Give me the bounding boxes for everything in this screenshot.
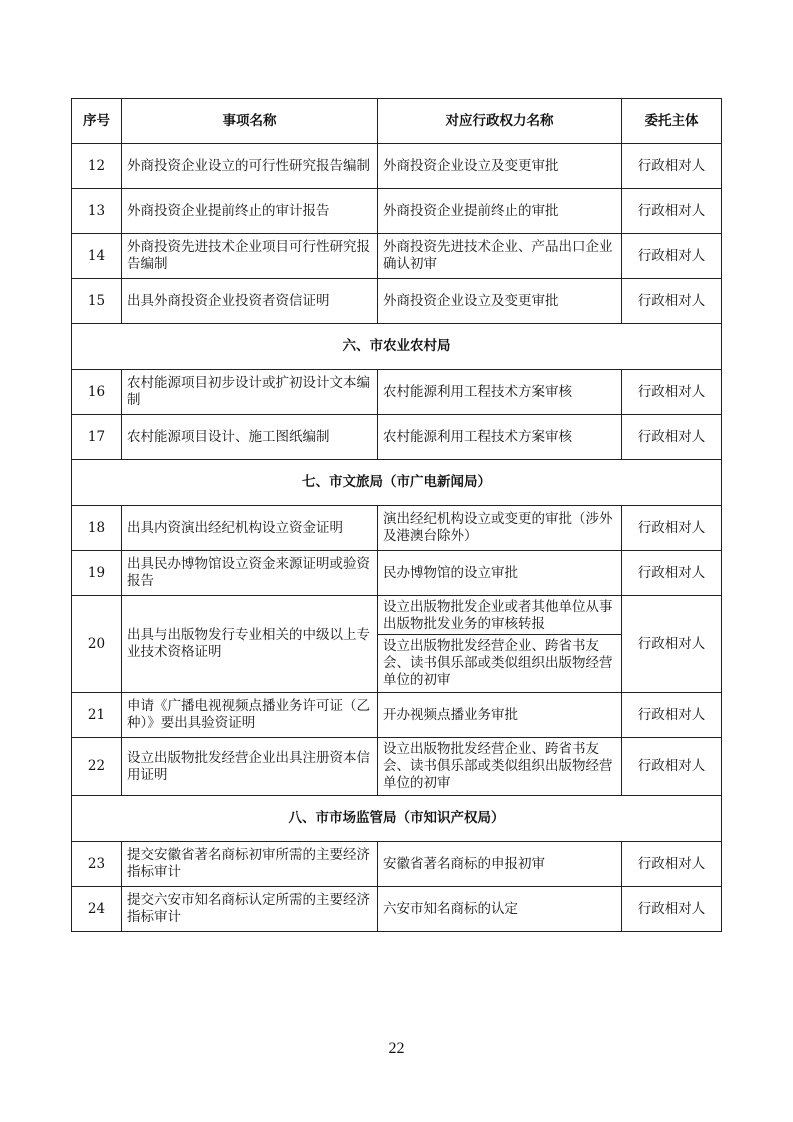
row-serial: 23 — [72, 842, 122, 887]
table-row — [72, 842, 722, 887]
power-entry: 外商投资先进技术企业、产品出口企业确认初审 — [383, 239, 613, 272]
power-entry: 农村能源利用工程技术方案审核 — [383, 383, 572, 400]
table-row — [72, 738, 722, 796]
header-serial: 序号 — [72, 99, 122, 144]
row-power-name — [378, 370, 622, 415]
power-entry: 外商投资企业提前终止的审批 — [383, 202, 559, 219]
delegation-table — [71, 98, 722, 932]
section-row — [72, 796, 722, 842]
power-entry: 设立出版物批发企业或者其他单位从事出版物批发业务的审核转报 — [383, 599, 613, 632]
row-item-name: 外商投资企业设立的可行性研究报告编制 — [122, 144, 378, 189]
table-body — [72, 144, 722, 932]
row-entity: 行政相对人 — [622, 506, 722, 551]
table-row — [72, 370, 722, 415]
table-row — [72, 279, 722, 324]
row-item-name: 出具与出版物发行专业相关的中级以上专业技术资格证明 — [122, 596, 378, 693]
row-item-name: 农村能源项目初步设计或扩初设计文本编制 — [122, 370, 378, 415]
power-entry: 设立出版物批发经营企业、跨省书友会、读书俱乐部或类似组织出版物经营单位的初审 — [378, 634, 621, 690]
header-power-name: 对应行政权力名称 — [378, 99, 622, 144]
row-serial: 13 — [72, 189, 122, 234]
row-entity: 行政相对人 — [622, 370, 722, 415]
table-row — [72, 415, 722, 460]
row-power-name — [378, 693, 622, 738]
row-entity: 行政相对人 — [622, 887, 722, 932]
table-row — [72, 506, 722, 551]
table-header-row — [72, 99, 722, 144]
row-entity: 行政相对人 — [622, 738, 722, 796]
row-power-name — [378, 551, 622, 596]
row-serial: 14 — [72, 234, 122, 279]
row-item-name: 申请《广播电视视频点播业务许可证（乙种）》要出具验资证明 — [122, 693, 378, 738]
table-row — [72, 693, 722, 738]
row-serial: 24 — [72, 887, 122, 932]
table-row — [72, 551, 722, 596]
row-serial: 18 — [72, 506, 122, 551]
section-title: 八、市市场监管局（市知识产权局） — [72, 796, 722, 842]
row-item-name: 出具内资演出经纪机构设立资金证明 — [122, 506, 378, 551]
row-entity: 行政相对人 — [622, 415, 722, 460]
row-entity: 行政相对人 — [622, 551, 722, 596]
table-row — [72, 887, 722, 932]
row-serial: 15 — [72, 279, 122, 324]
power-entry: 外商投资企业设立及变更审批 — [383, 292, 559, 309]
header-entity: 委托主体 — [622, 99, 722, 144]
row-power-name — [378, 596, 622, 693]
row-item-name: 提交安徽省著名商标初审所需的主要经济指标审计 — [122, 842, 378, 887]
row-power-name — [378, 234, 622, 279]
row-serial: 21 — [72, 693, 122, 738]
power-entry: 农村能源利用工程技术方案审核 — [383, 428, 572, 445]
row-entity: 行政相对人 — [622, 842, 722, 887]
row-entity: 行政相对人 — [622, 144, 722, 189]
power-entry: 外商投资企业设立及变更审批 — [383, 157, 559, 174]
row-entity: 行政相对人 — [622, 189, 722, 234]
row-power-name — [378, 506, 622, 551]
table-row — [72, 596, 722, 693]
power-entry: 开办视频点播业务审批 — [383, 706, 518, 723]
row-power-name — [378, 738, 622, 796]
row-item-name: 外商投资先进技术企业项目可行性研究报告编制 — [122, 234, 378, 279]
table-row — [72, 234, 722, 279]
header-item-name: 事项名称 — [122, 99, 378, 144]
power-entry: 六安市知名商标的认定 — [383, 900, 518, 917]
row-serial: 20 — [72, 596, 122, 693]
row-entity: 行政相对人 — [622, 279, 722, 324]
row-item-name: 出具外商投资企业投资者资信证明 — [122, 279, 378, 324]
section-row — [72, 324, 722, 370]
row-entity: 行政相对人 — [622, 596, 722, 693]
row-item-name: 出具民办博物馆设立资金来源证明或验资报告 — [122, 551, 378, 596]
power-entry: 设立出版物批发经营企业、跨省书友会、读书俱乐部或类似组织出版物经营单位的初审 — [383, 741, 613, 791]
row-item-name: 提交六安市知名商标认定所需的主要经济指标审计 — [122, 887, 378, 932]
section-row — [72, 460, 722, 506]
row-item-name: 外商投资企业提前终止的审计报告 — [122, 189, 378, 234]
power-entry: 演出经纪机构设立或变更的审批（涉外及港澳台除外） — [383, 511, 613, 544]
row-power-name — [378, 144, 622, 189]
row-power-name — [378, 189, 622, 234]
section-title: 六、市农业农村局 — [72, 324, 722, 370]
row-power-name — [378, 842, 622, 887]
row-power-name — [378, 415, 622, 460]
row-power-name — [378, 887, 622, 932]
row-item-name: 设立出版物批发经营企业出具注册资本信用证明 — [122, 738, 378, 796]
row-serial: 12 — [72, 144, 122, 189]
table-row — [72, 144, 722, 189]
row-serial: 17 — [72, 415, 122, 460]
section-title: 七、市文旅局（市广电新闻局） — [72, 460, 722, 506]
table-row — [72, 189, 722, 234]
row-serial: 22 — [72, 738, 122, 796]
row-serial: 16 — [72, 370, 122, 415]
row-power-name — [378, 279, 622, 324]
row-entity: 行政相对人 — [622, 693, 722, 738]
row-item-name: 农村能源项目设计、施工图纸编制 — [122, 415, 378, 460]
page-number: 22 — [388, 1040, 405, 1057]
row-entity: 行政相对人 — [622, 234, 722, 279]
row-serial: 19 — [72, 551, 122, 596]
power-entry: 民办博物馆的设立审批 — [383, 564, 518, 581]
power-entry: 安徽省著名商标的申报初审 — [383, 855, 545, 872]
